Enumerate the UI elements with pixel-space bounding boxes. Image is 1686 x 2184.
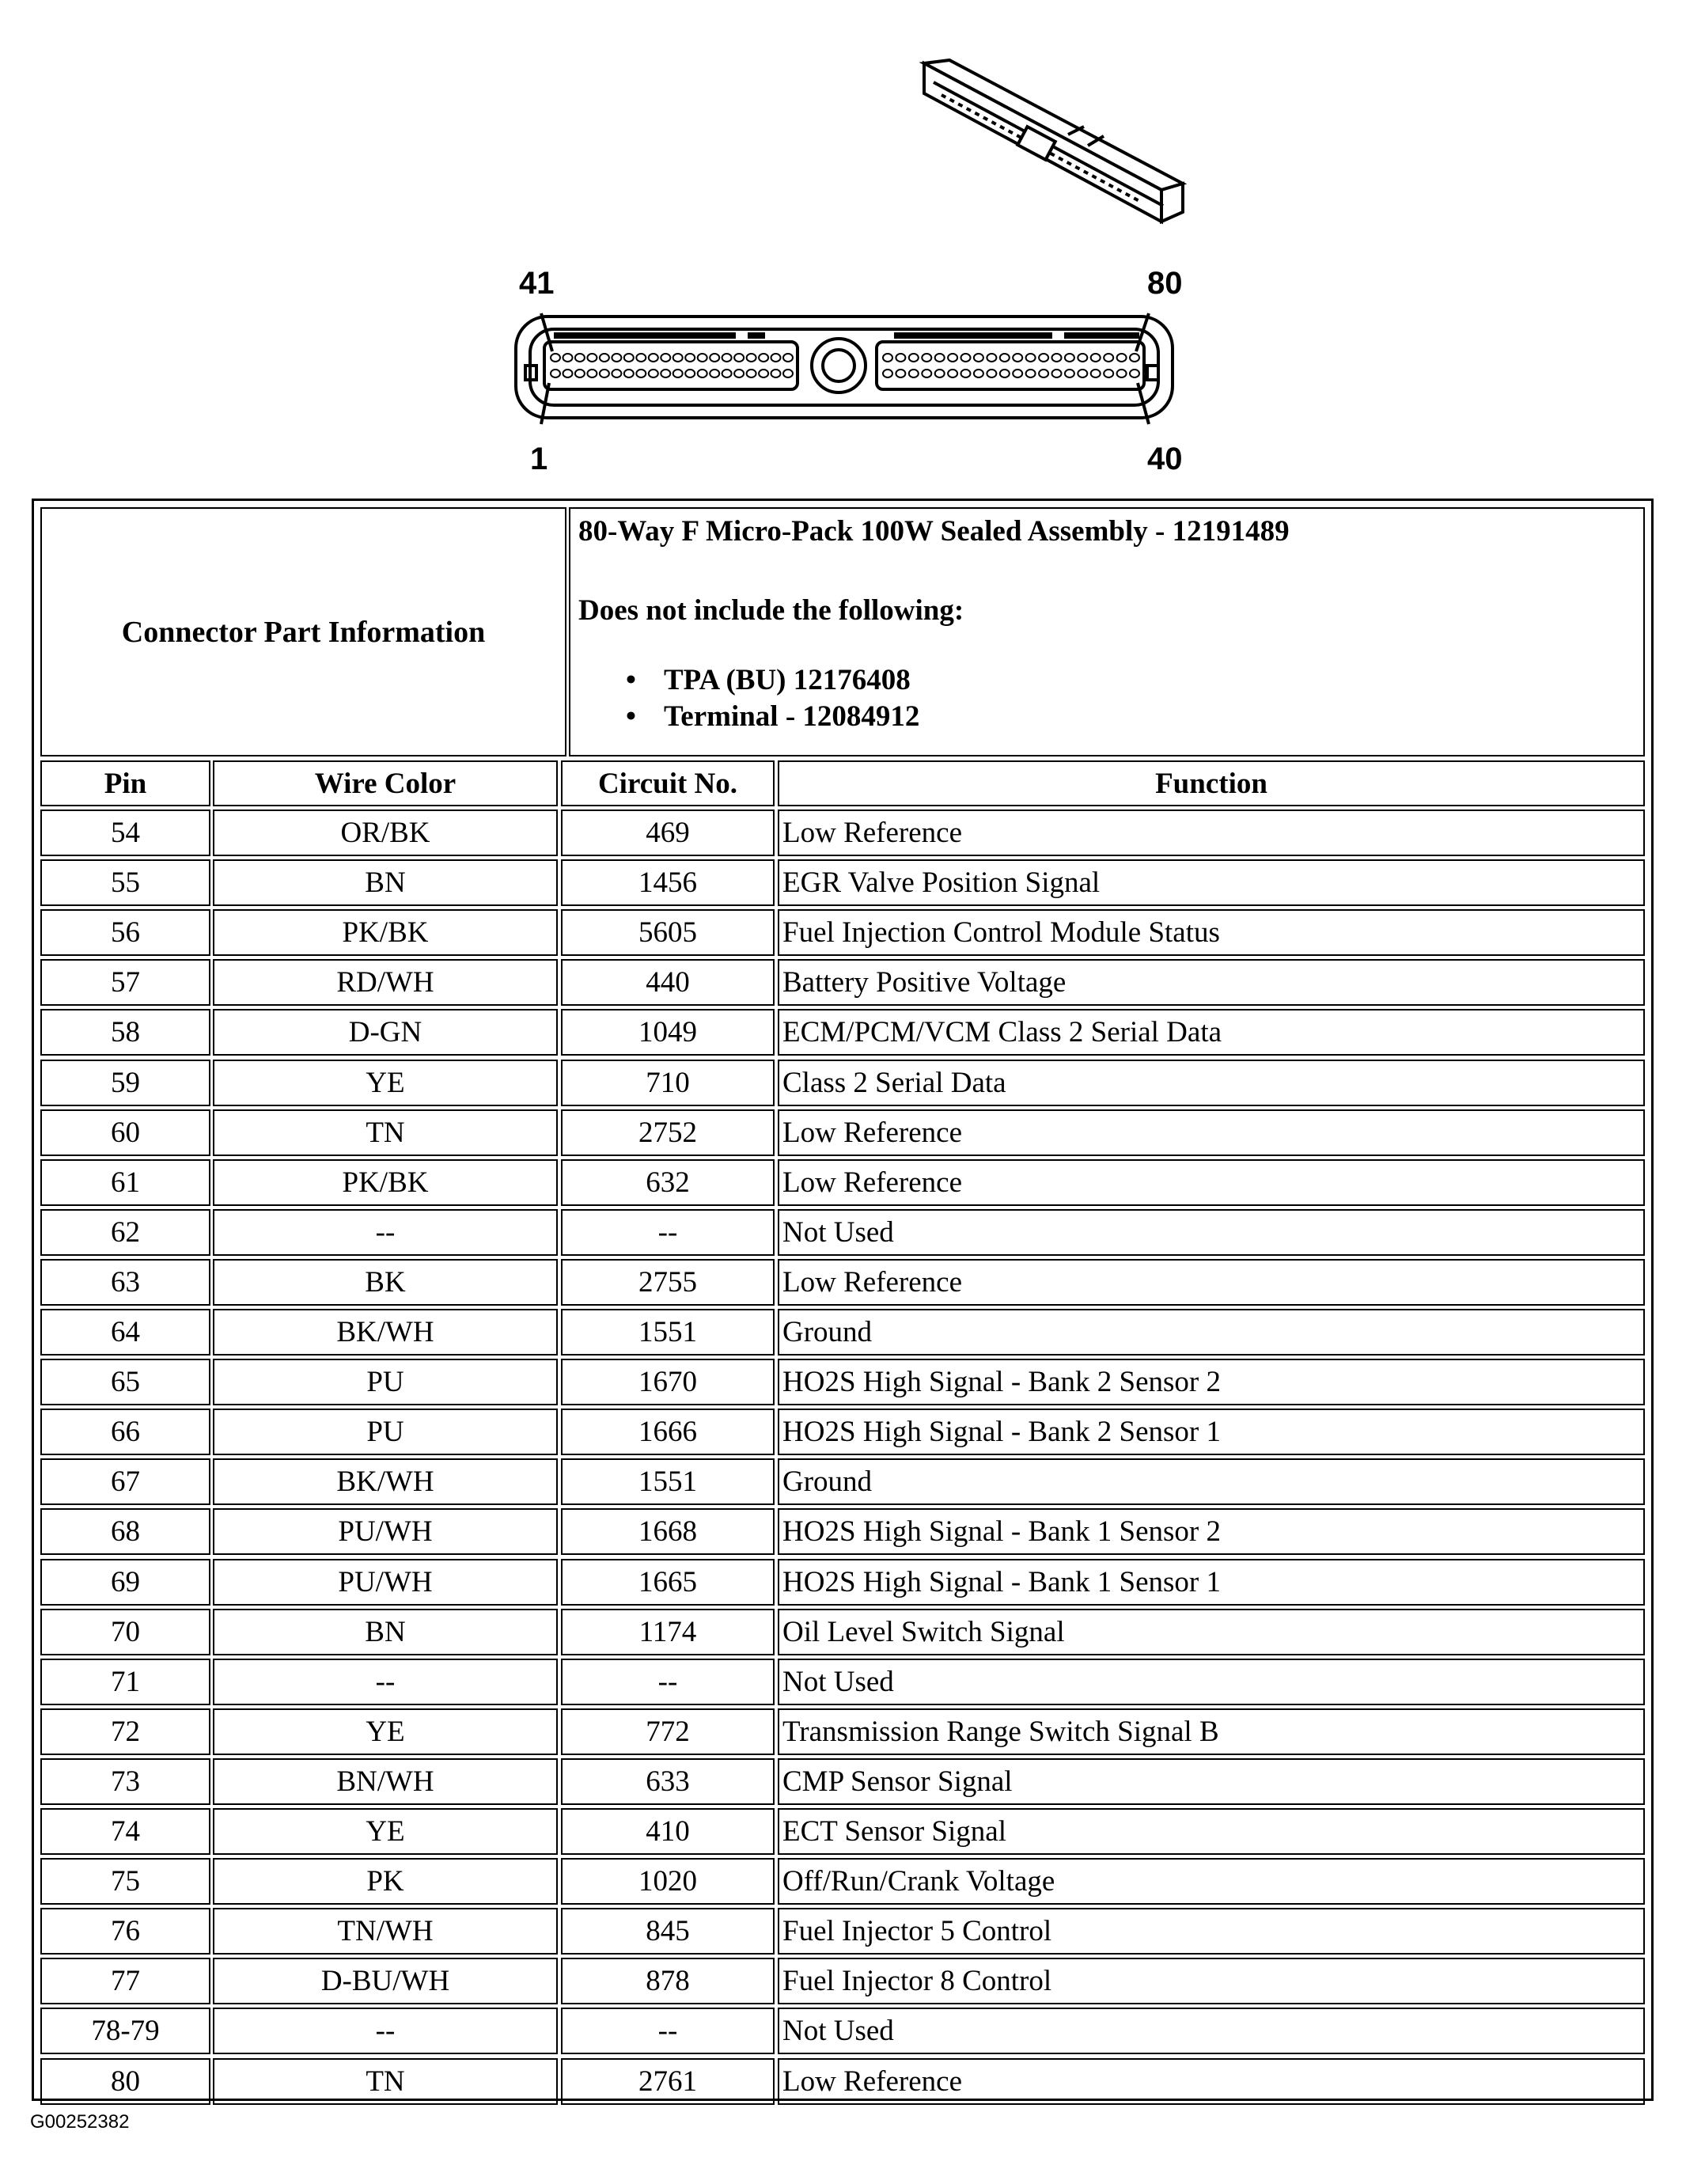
connector-pin: [1117, 354, 1127, 362]
cell-function: HO2S High Signal - Bank 1 Sensor 1: [778, 1559, 1645, 1606]
connector-pin: [771, 354, 781, 362]
cell-wire-color: D-BU/WH: [213, 1958, 558, 2004]
connector-pin: [1026, 370, 1036, 377]
connector-pin: [661, 370, 670, 377]
cell-function: Low Reference: [778, 2058, 1645, 2105]
cell-wire-color: BN/WH: [213, 1758, 558, 1805]
cell-function: EGR Valve Position Signal: [778, 859, 1645, 906]
connector-pin: [563, 354, 573, 362]
connector-pin: [1052, 354, 1062, 362]
connector-pin: [987, 354, 996, 362]
connector-pin: [710, 354, 719, 362]
info-text: [578, 514, 1635, 735]
cell-circuit-number: 469: [561, 810, 775, 856]
cell-function: HO2S High Signal - Bank 2 Sensor 2: [778, 1359, 1645, 1405]
connector-pin: [685, 354, 695, 362]
connector-pin: [759, 354, 768, 362]
cell-circuit-number: --: [561, 1209, 775, 1256]
connector-pin: [636, 354, 646, 362]
cell-wire-color: TN/WH: [213, 1908, 558, 1955]
connector-pin: [673, 354, 683, 362]
connector-pin: [1130, 370, 1139, 377]
cell-pin: 66: [40, 1409, 210, 1455]
cell-pin: 71: [40, 1659, 210, 1705]
assembly-name: 80-Way F Micro-Pack 100W Sealed Assembly - 12191489: [578, 515, 1290, 548]
cell-pin: 57: [40, 959, 210, 1006]
cell-circuit-number: 2761: [561, 2058, 775, 2105]
connector-pin: [563, 370, 573, 377]
cell-wire-color: PK: [213, 1858, 558, 1905]
cell-circuit-number: 633: [561, 1758, 775, 1805]
cell-circuit-number: 1670: [561, 1359, 775, 1405]
cell-pin: 72: [40, 1708, 210, 1755]
cell-pin: 56: [40, 909, 210, 956]
cell-circuit-number: 878: [561, 1958, 775, 2004]
connector-pin: [673, 370, 683, 377]
connector-pin: [1104, 370, 1113, 377]
cell-function: Low Reference: [778, 1109, 1645, 1156]
cell-wire-color: TN: [213, 2058, 558, 2105]
excluded-parts-list: [578, 662, 1635, 735]
cell-function: ECT Sensor Signal: [778, 1808, 1645, 1855]
connector-pin: [1091, 354, 1101, 362]
cell-circuit-number: 772: [561, 1708, 775, 1755]
cell-pin: 65: [40, 1359, 210, 1405]
connector-pin: [698, 354, 707, 362]
connector-pin: [961, 354, 971, 362]
connector-pin: [922, 370, 931, 377]
cell-pin: 58: [40, 1009, 210, 1056]
cell-function: Not Used: [778, 1209, 1645, 1256]
connector-pin: [600, 370, 609, 377]
cell-function: Not Used: [778, 2008, 1645, 2054]
connector-pin: [1078, 370, 1087, 377]
pinout-table: [32, 499, 1654, 2101]
cell-function: Not Used: [778, 1659, 1645, 1705]
cell-function: Oil Level Switch Signal: [778, 1609, 1645, 1655]
connector-pin: [935, 354, 945, 362]
cell-wire-color: RD/WH: [213, 959, 558, 1006]
connector-pin: [710, 370, 719, 377]
cell-function: Low Reference: [778, 1259, 1645, 1306]
cell-pin: 78-79: [40, 2008, 210, 2054]
cell-wire-color: TN: [213, 1109, 558, 1156]
connector-pin: [987, 370, 996, 377]
cell-wire-color: BN: [213, 1609, 558, 1655]
cell-function: Transmission Range Switch Signal B: [778, 1708, 1645, 1755]
cell-function: Fuel Injection Control Module Status: [778, 909, 1645, 956]
cell-circuit-number: 1551: [561, 1458, 775, 1505]
connector-pin: [1026, 354, 1036, 362]
connector-pin: [636, 370, 646, 377]
connector-pin: [600, 354, 609, 362]
cell-circuit-number: 1456: [561, 859, 775, 906]
cell-pin: 70: [40, 1609, 210, 1655]
connector-pin: [722, 370, 732, 377]
connector-pin: [883, 354, 892, 362]
excluded-part-tpa: • TPA (BU) 12176408: [664, 662, 1635, 699]
connector-pin: [1130, 354, 1139, 362]
cell-pin: 77: [40, 1958, 210, 2004]
cell-circuit-number: 2755: [561, 1259, 775, 1306]
cell-pin: 74: [40, 1808, 210, 1855]
connector-pin: [1013, 370, 1022, 377]
connector-pin: [896, 370, 905, 377]
cell-circuit-number: 2752: [561, 1109, 775, 1156]
connector-pin: [974, 370, 983, 377]
cell-wire-color: PU: [213, 1409, 558, 1455]
connector-pin: [1039, 370, 1048, 377]
cell-circuit-number: --: [561, 1659, 775, 1705]
connector-3d-illustration: [0, 0, 1686, 491]
connector-pin: [612, 354, 621, 362]
cell-function: Low Reference: [778, 1159, 1645, 1206]
cell-function: Fuel Injector 8 Control: [778, 1958, 1645, 2004]
cell-pin: 54: [40, 810, 210, 856]
cell-pin: 73: [40, 1758, 210, 1805]
cell-circuit-number: 1049: [561, 1009, 775, 1056]
connector-pin: [883, 370, 892, 377]
cell-circuit-number: 5605: [561, 909, 775, 956]
connector-pin: [624, 354, 634, 362]
connector-diagram: [0, 0, 1686, 491]
header-pin: Pin: [40, 760, 210, 806]
connector-pin: [587, 370, 597, 377]
connector-pin: [722, 354, 732, 362]
cell-circuit-number: 1665: [561, 1559, 775, 1606]
connector-pin: [1104, 354, 1113, 362]
cell-function: HO2S High Signal - Bank 1 Sensor 2: [778, 1508, 1645, 1555]
cell-function: Ground: [778, 1309, 1645, 1356]
header-wire-color: Wire Color: [213, 760, 558, 806]
cell-wire-color: PU/WH: [213, 1508, 558, 1555]
cell-circuit-number: 1174: [561, 1609, 775, 1655]
cell-circuit-number: 1668: [561, 1508, 775, 1555]
cell-circuit-number: --: [561, 2008, 775, 2054]
cell-wire-color: OR/BK: [213, 810, 558, 856]
cell-function: Low Reference: [778, 810, 1645, 856]
connector-pin: [587, 354, 597, 362]
cell-circuit-number: 845: [561, 1908, 775, 1955]
cell-pin: 59: [40, 1060, 210, 1106]
connector-pin: [759, 370, 768, 377]
connector-pin: [783, 370, 793, 377]
cell-wire-color: PK/BK: [213, 909, 558, 956]
header-function: Function: [778, 760, 1645, 806]
cell-pin: 60: [40, 1109, 210, 1156]
cell-circuit-number: 440: [561, 959, 775, 1006]
cell-pin: 75: [40, 1858, 210, 1905]
connector-pin: [1078, 354, 1087, 362]
connector-pin: [734, 354, 744, 362]
cell-wire-color: YE: [213, 1708, 558, 1755]
cell-pin: 69: [40, 1559, 210, 1606]
cell-circuit-number: 710: [561, 1060, 775, 1106]
pin-label-80: 80: [1147, 266, 1183, 301]
cell-function: Ground: [778, 1458, 1645, 1505]
cell-wire-color: --: [213, 2008, 558, 2054]
connector-pin: [575, 354, 585, 362]
connector-pin: [734, 370, 744, 377]
exclusion-note: Does not include the following:: [578, 594, 964, 627]
cell-wire-color: PU: [213, 1359, 558, 1405]
cell-wire-color: PK/BK: [213, 1159, 558, 1206]
connector-pin: [783, 354, 793, 362]
cell-wire-color: BK/WH: [213, 1309, 558, 1356]
cell-pin: 62: [40, 1209, 210, 1256]
connector-pin: [909, 354, 919, 362]
connector-pin: [1065, 354, 1074, 362]
cell-wire-color: --: [213, 1659, 558, 1705]
connector-pin: [1000, 370, 1010, 377]
cell-wire-color: BN: [213, 859, 558, 906]
connector-pin: [685, 370, 695, 377]
cell-function: Off/Run/Crank Voltage: [778, 1858, 1645, 1905]
cell-function: ECM/PCM/VCM Class 2 Serial Data: [778, 1009, 1645, 1056]
pin-label-41: 41: [519, 266, 555, 301]
cell-wire-color: YE: [213, 1808, 558, 1855]
connector-pin: [1052, 370, 1062, 377]
connector-pin: [747, 354, 756, 362]
info-content-cell: [569, 507, 1645, 756]
connector-pin: [948, 354, 957, 362]
cell-circuit-number: 632: [561, 1159, 775, 1206]
cell-pin: 63: [40, 1259, 210, 1306]
connector-pin: [961, 370, 971, 377]
connector-pin: [1000, 354, 1010, 362]
cell-wire-color: BK: [213, 1259, 558, 1306]
pin-label-40: 40: [1147, 442, 1183, 476]
excluded-part-terminal: • Terminal - 12084912: [664, 699, 1635, 735]
cell-wire-color: BK/WH: [213, 1458, 558, 1505]
cell-function: CMP Sensor Signal: [778, 1758, 1645, 1805]
cell-function: Class 2 Serial Data: [778, 1060, 1645, 1106]
connector-pin: [698, 370, 707, 377]
connector-pin: [922, 354, 931, 362]
connector-pin: [551, 354, 560, 362]
cell-function: HO2S High Signal - Bank 2 Sensor 1: [778, 1409, 1645, 1455]
connector-pin: [1117, 370, 1127, 377]
connector-pin: [649, 370, 658, 377]
connector-pin: [974, 354, 983, 362]
cell-pin: 76: [40, 1908, 210, 1955]
cell-circuit-number: 1020: [561, 1858, 775, 1905]
connector-pin: [948, 370, 957, 377]
cell-wire-color: YE: [213, 1060, 558, 1106]
connector-pin: [649, 354, 658, 362]
connector-pin: [661, 354, 670, 362]
cell-pin: 64: [40, 1309, 210, 1356]
cell-wire-color: --: [213, 1209, 558, 1256]
cell-pin: 55: [40, 859, 210, 906]
cell-function: Fuel Injector 5 Control: [778, 1908, 1645, 1955]
header-circuit-number: Circuit No.: [561, 760, 775, 806]
connector-pin: [935, 370, 945, 377]
connector-part-information-label: Connector Part Information: [121, 615, 486, 649]
cell-pin: 61: [40, 1159, 210, 1206]
connector-pin: [612, 370, 621, 377]
connector-pin: [771, 370, 781, 377]
connector-pin: [747, 370, 756, 377]
connector-pin: [1091, 370, 1101, 377]
connector-pin: [896, 354, 905, 362]
cell-circuit-number: 1666: [561, 1409, 775, 1455]
connector-pin: [624, 370, 634, 377]
cell-function: Battery Positive Voltage: [778, 959, 1645, 1006]
connector-pin: [1039, 354, 1048, 362]
cell-pin: 68: [40, 1508, 210, 1555]
info-label-cell: [40, 507, 566, 756]
cell-pin: 80: [40, 2058, 210, 2105]
cell-wire-color: PU/WH: [213, 1559, 558, 1606]
figure-id: G00252382: [30, 2111, 130, 2133]
connector-pin: [575, 370, 585, 377]
cell-circuit-number: 1551: [561, 1309, 775, 1356]
cell-wire-color: D-GN: [213, 1009, 558, 1056]
connector-pin: [1065, 370, 1074, 377]
connector-pin: [909, 370, 919, 377]
connector-pin: [1013, 354, 1022, 362]
connector-pin: [551, 370, 560, 377]
cell-circuit-number: 410: [561, 1808, 775, 1855]
cell-pin: 67: [40, 1458, 210, 1505]
pin-label-1: 1: [530, 442, 548, 476]
